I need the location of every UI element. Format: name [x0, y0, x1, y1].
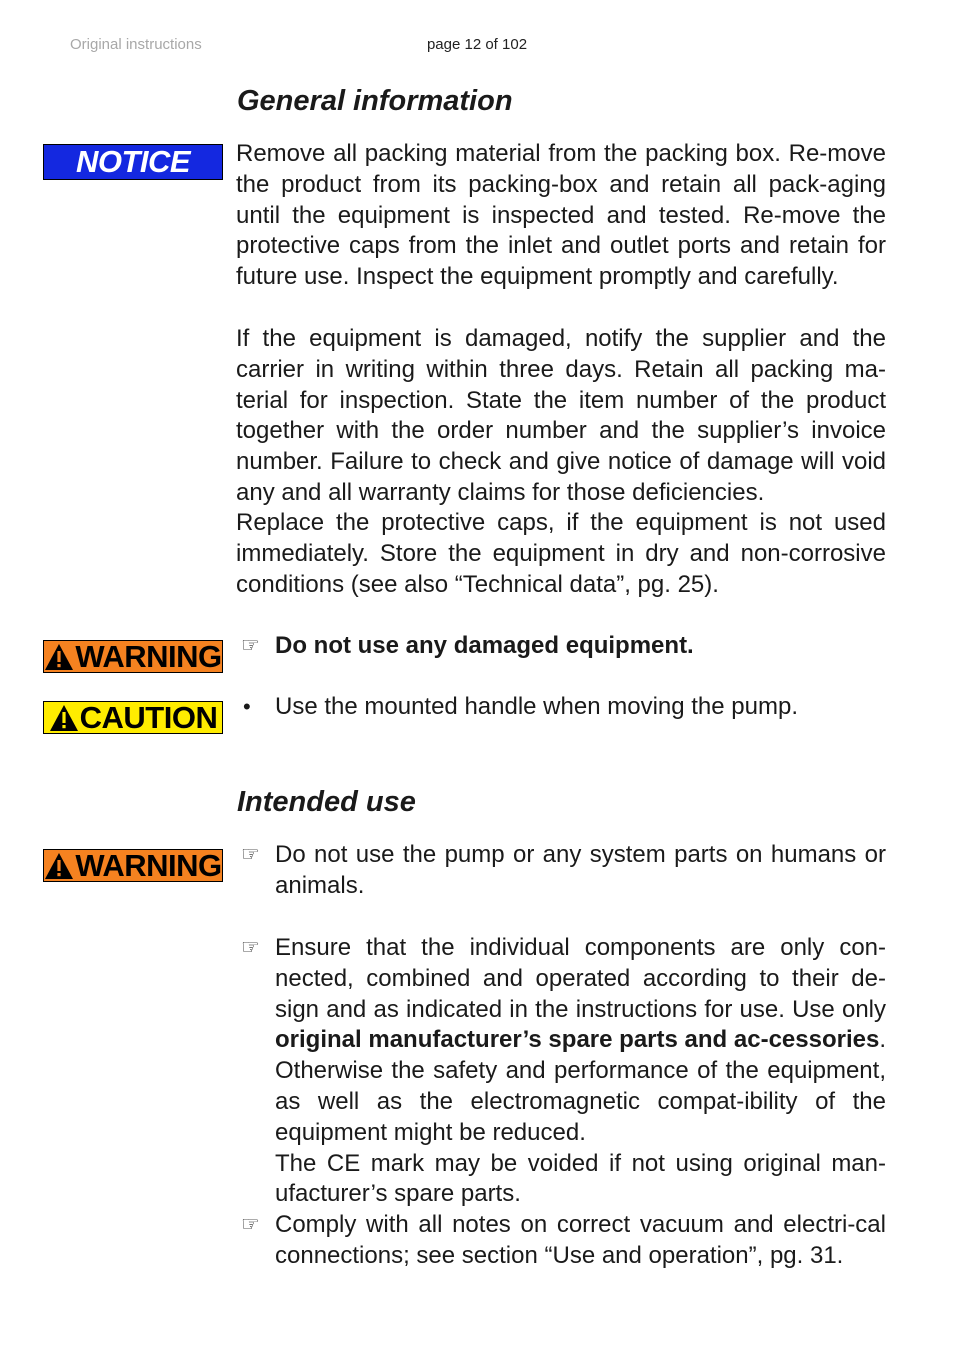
- warning-triangle-icon: [49, 704, 79, 732]
- warning-item-damaged: [241, 631, 886, 662]
- warning-label: WARNING: [75, 638, 222, 674]
- notice-badge: [43, 144, 223, 180]
- warning-badge-intended: [43, 849, 223, 882]
- warning-text: Do not use any damaged equipment.: [275, 632, 694, 659]
- general-paragraph-2: If the equipment is damaged, notify the supplier and the carrier in writing within three days. Retain all packing ma-terial for inspection. State the item number of the product together with the order number and the supplier’s invoice number. Failure to check and give notice of damage will void any and all warranty claims for those deficiencies.: [236, 325, 886, 506]
- warning-triangle-icon: [44, 643, 74, 671]
- caution-text: Use the mounted handle when moving the pump.: [275, 693, 798, 720]
- intended-item-connections: [241, 1210, 886, 1272]
- warning-triangle-icon: [44, 852, 74, 880]
- intended-item-humans: [241, 840, 886, 902]
- pointer-icon: ☞: [241, 843, 260, 866]
- pointer-icon: ☞: [241, 634, 260, 657]
- general-paragraph-3: Replace the protective caps, if the equipment is not used immediately. Store the equipment in dry and non-corrosive conditions (see also “Technical data”, pg. 25).: [236, 509, 886, 598]
- intended-item-1-text: Do not use the pump or any system parts on humans or animals.: [275, 841, 886, 899]
- warning-label: WARNING: [75, 847, 222, 883]
- pointer-icon: ☞: [241, 1213, 260, 1236]
- header-left-label: Original instructions: [70, 36, 202, 53]
- general-paragraph-1: Remove all packing material from the packing box. Re-move the product from its packing-box and retain all pack-aging until the equipment is inspected and tested. Re-move the protective caps from the inlet and outlet ports and retain for future use. Inspect the equipment promptly and carefully.: [236, 140, 886, 291]
- page-number: page 12 of 102: [426, 36, 528, 53]
- caution-item-handle: [241, 692, 886, 723]
- section-title-general: General information: [237, 85, 513, 117]
- intended-item-3-text: Comply with all notes on correct vacuum and electri-cal connections; see section “Use and operation”, pg. 31.: [275, 1211, 886, 1269]
- intended-item-2-text: Ensure that the individual components are only con-nected, combined and operated according to their de-sign and as indicated in the instructions for use. Use only original manufacturer’s spare parts and ac-cessories. Otherwise the safety and performance of the equipment, as well as the electromagnetic compat-ibility of the equipment might be reduced.: [275, 934, 886, 1146]
- notice-label: NOTICE: [75, 144, 191, 179]
- bullet-icon: •: [243, 694, 251, 719]
- intended-item-components: [241, 933, 886, 1210]
- warning-badge-general: [43, 640, 223, 673]
- section-title-intended-use: Intended use: [237, 786, 416, 818]
- intended-item-2-ce-note: The CE mark may be voided if not using original man-ufacturer’s spare parts.: [275, 1149, 886, 1208]
- pointer-icon: ☞: [241, 936, 260, 959]
- caution-badge: [43, 701, 223, 734]
- caution-label: CAUTION: [79, 699, 218, 735]
